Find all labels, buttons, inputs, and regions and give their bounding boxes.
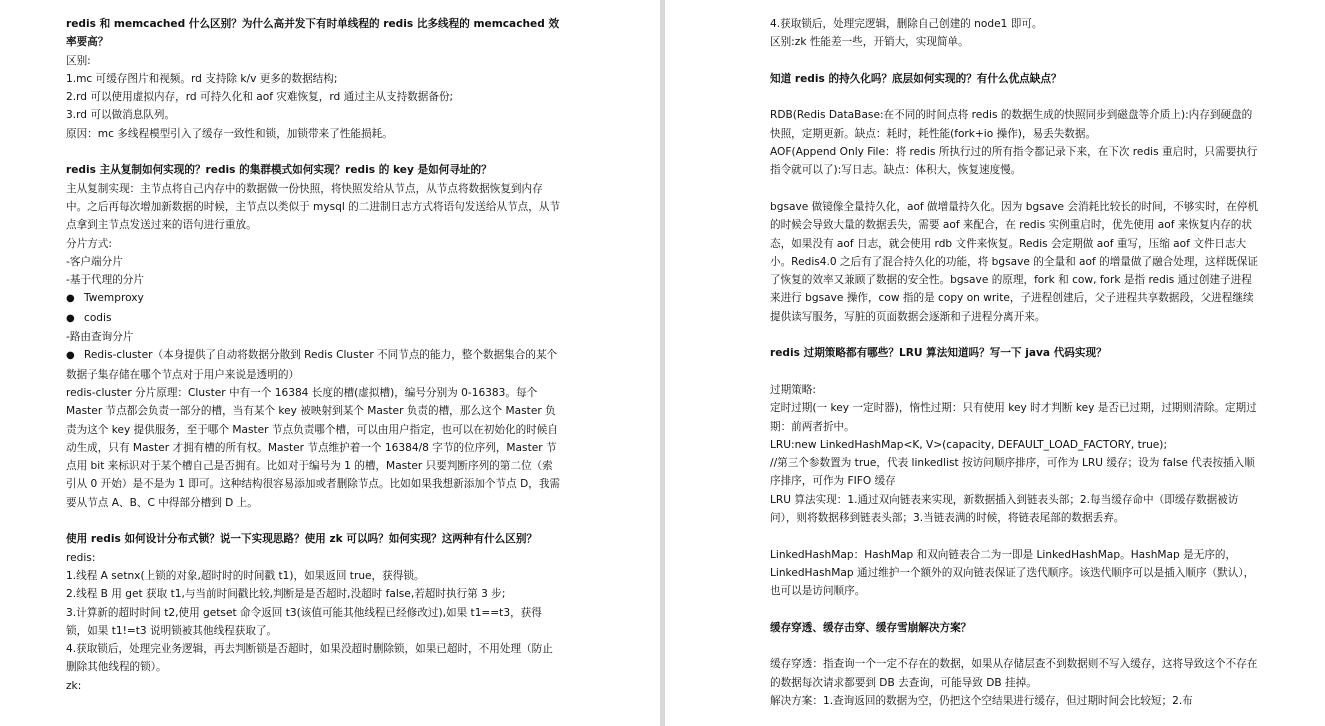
- paragraph: 区别:zk 性能差一些，开销大，实现简单。: [770, 36, 969, 49]
- bullet-item: ● codis: [66, 309, 561, 328]
- blank-line: [770, 637, 1260, 655]
- paragraph: 1.线程 A setnx(上锁的对象,超时时的时间戳 t1)，如果返回 true，获得锁。: [66, 569, 425, 582]
- paragraph: LinkedHashMap：HashMap 和双向链表合二为一即是 LinkedHashMap。HashMap 是无序的，LinkedHashMap 通过维护一个额外的双向链表保证了迭代顺序。该迭代顺序可以是插入顺序（默认），也可以是访问顺序。: [770, 548, 1255, 598]
- section-heading: redis 过期策略都有哪些？LRU 算法知道吗？写一下 java 代码实现？: [770, 347, 1107, 360]
- paragraph: 原因：mc 多线程模型引入了缓存一致性和锁，加锁带来了性能损耗。: [66, 127, 393, 140]
- paragraph: 主从复制实现：主节点将自己内存中的数据做一份快照，将快照发给从节点，从节点将数据恢复到内存中。之后再每次增加新数据的时候，主节点以类似于 mysql 的二进制日志方式将语句发送给从节点，从节点拿到主节点发送过来的语句进行重放。: [66, 182, 561, 232]
- paragraph: 过期策略:: [770, 383, 816, 396]
- section-heading: 缓存穿透、缓存击穿、缓存雪崩解决方案？: [770, 621, 972, 634]
- paragraph: bgsave 做镜像全量持久化，aof 做增量持久化。因为 bgsave 会消耗比较长的时间，不够实时，在停机的时候会导致大量的数据丢失，需要 aof 来配合，在 redis 实例重启时，优先使用 aof 来恢复内存的状态，如果没有 aof 日志，就会使用 rdb 文件来恢复。Redis 会定期做 aof 重写，压缩 aof 文件日志大小。Redis4.0 之后有了混合持久化的功能，将 bgsave 的全量和 aof 的增量做了融合处理，这样既保证了恢复的效率又兼顾了数据的安全性。bgsave 的原理，fork 和 cow, fork 是指 redis 通过创建子进程来进行 bgsave 操作，cow 指的是 copy on write，子进程创建后，父子进程共享数据段，父进程继续提供读写服务，写脏的页面数据会逐渐和子进程分离开来。: [770, 200, 1259, 323]
- paragraph: -路由查询分片: [66, 331, 134, 344]
- paragraph: zk:: [66, 679, 82, 692]
- paragraph: 1.mc 可缓存图片和视频。rd 支持除 k/v 更多的数据结构;: [66, 72, 338, 85]
- bullet-item: ● Twemproxy: [66, 289, 561, 308]
- paragraph: 4.获取锁后，处理完业务逻辑，再去判断锁是否超时，如果没超时删除锁，如果已超时，不用处理（防止删除其他线程的锁）。: [66, 643, 553, 674]
- bullet-item: ● Redis-cluster（本身提供了自动将数据分散到 Redis Cluster 不同节点的能力，整个数据集合的某个数据子集存储在哪个节点对于用户来说是透明的）: [66, 346, 561, 384]
- paragraph: redis:: [66, 551, 96, 564]
- page-right: [665, 0, 1325, 726]
- blank-line: [770, 180, 1260, 198]
- paragraph: 分片方式:: [66, 237, 112, 250]
- blank-line: [770, 363, 1260, 381]
- paragraph: 4.获取锁后，处理完逻辑，删除自己创建的 node1 即可。: [770, 18, 1043, 30]
- left-text-column: [66, 15, 561, 695]
- paragraph: 解决方案：1.查询返回的数据为空，仍把这个空结果进行缓存，但过期时间会比较短；2.布: [770, 694, 1193, 707]
- blank-line: [770, 601, 1260, 619]
- blank-line: [770, 88, 1260, 106]
- paragraph: 3.rd 可以做消息队列。: [66, 109, 176, 122]
- blank-line: [66, 143, 561, 161]
- right-text-column: [770, 15, 1260, 710]
- page-left: [0, 0, 660, 726]
- blank-line: [66, 512, 561, 530]
- paragraph: 2.线程 B 用 get 获取 t1,与当前时间戳比较,判断是是否超时,没超时 false,若超时执行第 3 步;: [66, 588, 506, 601]
- section-heading: 知道 redis 的持久化吗？底层如何实现的？有什么优点缺点？: [770, 72, 1062, 85]
- paragraph: AOF(Append Only File：将 redis 所执行过的所有指令都记录下来，在下次 redis 重启时，只需要执行指令就可以了):写日志。缺点：体积大，恢复速度慢。: [770, 146, 1258, 177]
- blank-line: [770, 52, 1260, 70]
- section-heading: redis 主从复制如何实现的？redis 的集群模式如何实现？redis 的 key 是如何寻址的？: [66, 164, 492, 177]
- section-heading: redis 和 memcached 什么区别？为什么高并发下有时单线程的 redis 比多线程的 memcached 效率要高？: [66, 18, 560, 49]
- blank-line: [770, 326, 1260, 344]
- paragraph: -基于代理的分片: [66, 274, 144, 287]
- paragraph: -客户端分片: [66, 255, 123, 268]
- section-heading: 使用 redis 如何设计分布式锁？说一下实现思路？使用 zk 可以吗？如何实现？这两种有什么区别？: [66, 533, 538, 546]
- paragraph: 3.计算新的超时时间 t2,使用 getset 命令返回 t3(该值可能其他线程已经修改过),如果 t1==t3，获得锁，如果 t1!=t3 说明锁被其他线程获取了。: [66, 606, 542, 637]
- paragraph: LRU:new LinkedHashMap<K, V>(capacity, DEFAULT_LOAD_FACTORY, true);: [770, 438, 1168, 451]
- paragraph: RDB(Redis DataBase:在不同的时间点将 redis 的数据生成的快照同步到磁盘等介质上):内存到硬盘的快照，定期更新。缺点：耗时，耗性能(fork+io 操作)，易丢失数据。: [770, 109, 1253, 140]
- paragraph: 缓存穿透：指查询一个一定不存在的数据，如果从存储层查不到数据则不写入缓存，这将导致这个不存在的数据每次请求都要到 DB 去查询，可能导致 DB 挂掉。: [770, 658, 1258, 689]
- blank-line: [770, 527, 1260, 545]
- paragraph: 2.rd 可以使用虚拟内存，rd 可持久化和 aof 灾难恢复，rd 通过主从支持数据备份;: [66, 91, 454, 104]
- paragraph: LRU 算法实现：1.通过双向链表来实现，新数据插入到链表头部；2.每当缓存命中（即缓存数据被访问），则将数据移到链表头部；3.当链表满的时候，将链表尾部的数据丢弃。: [770, 493, 1239, 525]
- paragraph: 区别:: [66, 54, 91, 67]
- paragraph: 定时过期(一 key 一定时器)，惰性过期：只有使用 key 时才判断 key 是否已过期，过期则清除。定期过期：前两者折中。: [770, 402, 1257, 433]
- paragraph: redis-cluster 分片原理：Cluster 中有一个 16384 长度的槽(虚拟槽)，编号分别为 0-16383。每个 Master 节点都会负责一部分的槽，当有某个 key 被映射到某个 Master 负责的槽，那么这个 Master 负责为这个 key 提供服务，至于哪个 Master 节点负责哪个槽，可以由用户指定，也可以在初始化的时候自动生成，只有 Master 才拥有槽的所有权。Master 节点维护着一个 16384/8 字节的位序列，Master 节点用 bit 来标识对于某个槽自己是否拥有。比如对于编号为 1 的槽，Master 只要判断序列的第二位（索引从 0 开始）是不是为 1 即可。这种结构很容易添加或者删除节点。比如如果我想新添加个节点 D，我需要从节点 A、B、C 中得部分槽到 D 上。: [66, 386, 561, 509]
- paragraph: //第三个参数置为 true，代表 linkedlist 按访问顺序排序，可作为 LRU 缓存；设为 false 代表按插入顺序排序，可作为 FIFO 缓存: [770, 457, 1255, 488]
